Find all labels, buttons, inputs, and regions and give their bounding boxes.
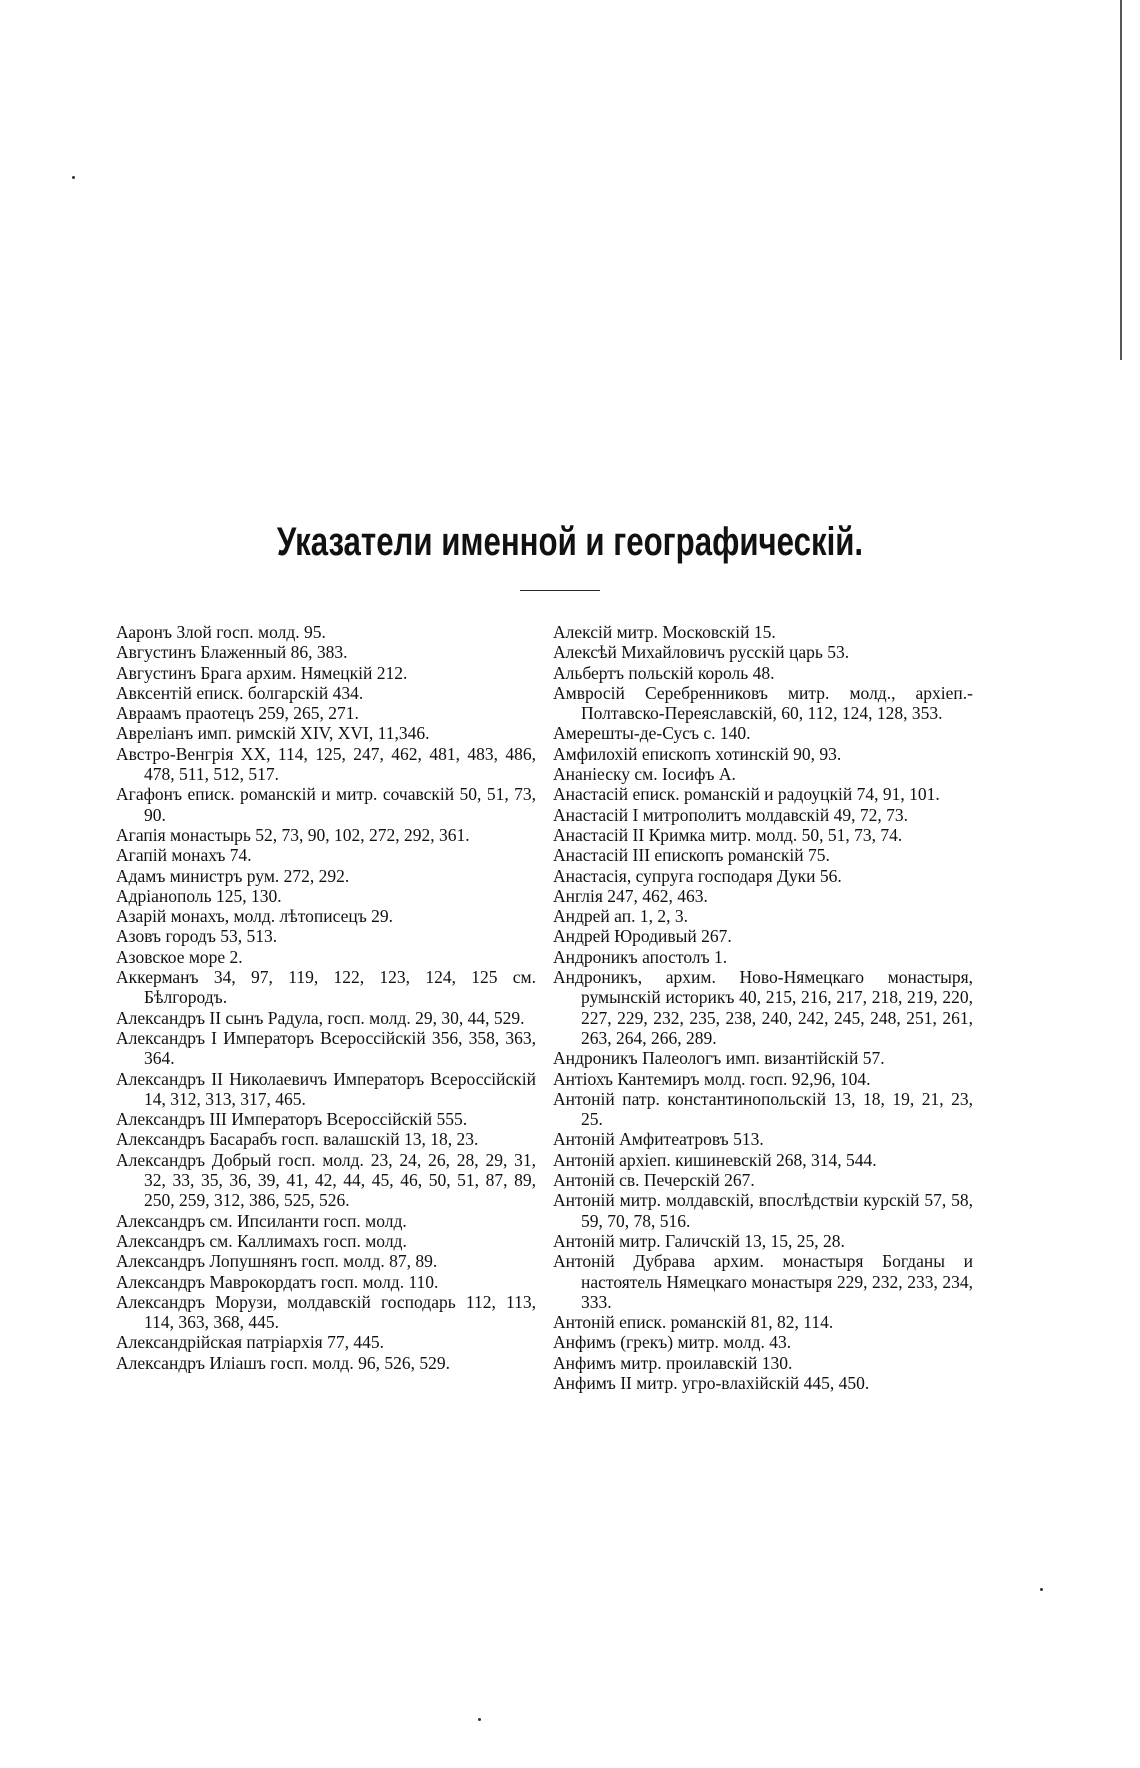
title-divider	[520, 590, 600, 591]
index-entry: Авраамъ праотецъ 259, 265, 271.	[116, 703, 359, 724]
index-entry: Ананіеску см. Іосифъ А.	[553, 764, 736, 785]
index-entry: Антіохъ Кантемиръ молд. госп. 92,96, 104.	[553, 1068, 871, 1089]
index-entry: Австро-Венгрія XX, 114, 125, 247, 462, 481, 483, 486, 478, 511, 512, 517.	[116, 743, 536, 785]
index-entry: Антоній архіеп. кишиневскій 268, 314, 544.	[553, 1149, 877, 1170]
index-entry: Андрей ап. 1, 2, 3.	[553, 906, 688, 927]
index-entry: Александръ Добрый госп. молд. 23, 24, 26, 28, 29, 31, 32, 33, 35, 36, 39, 41, 42, 44, 45, 46, 50, 51, 87, 89, 250, 259, 312, 386, 525, 526.	[116, 1149, 536, 1211]
index-entry: Аврелiанъ имп. римскій XIV, XVI, 11,346.	[116, 723, 430, 744]
index-entry: Антоній патр. константинопольскій 13, 18, 19, 21, 23, 25.	[553, 1088, 973, 1130]
index-entry: Агапія монастырь 52, 73, 90, 102, 272, 292, 361.	[116, 824, 470, 845]
index-entry: Александръ Маврокордатъ госп. молд. 110.	[116, 1271, 439, 1292]
index-entry: Аккерманъ 34, 97, 119, 122, 123, 124, 125 см. Бѣлгородъ.	[116, 967, 536, 1008]
index-entry: Анастасій еписк. романскій и радоуцкій 74, 91, 101.	[553, 784, 940, 805]
index-entry: Анфимъ (грекъ) митр. молд. 43.	[553, 1332, 792, 1353]
index-entry: Андроникъ Палеологъ имп. византійскій 57.	[553, 1048, 885, 1069]
index-entry: Антоній еписк. романскій 81, 82, 114.	[553, 1312, 834, 1333]
index-entry: Андрей Юродивый 267.	[553, 926, 732, 947]
print-speck	[1040, 1588, 1043, 1591]
index-entry: Азовское море 2.	[116, 946, 243, 967]
index-entry: Андроникъ апостолъ 1.	[553, 946, 728, 967]
index-entry: Анастасій I митрополитъ молдавскій 49, 72, 73.	[553, 804, 908, 825]
index-entry: Александръ Морузи, молдавскій господарь 112, 113, 114, 363, 368, 445.	[116, 1291, 536, 1333]
index-entry: Альбертъ польскій король 48.	[553, 662, 775, 683]
print-speck	[478, 1718, 481, 1721]
index-entry: Августинъ Блаженный 86, 383.	[116, 642, 348, 663]
index-entry: Александръ см. Каллимахъ госп. молд.	[116, 1230, 407, 1251]
index-entry: Александръ Иліашъ госп. молд. 96, 526, 529.	[116, 1352, 450, 1373]
index-entry: Александръ III Императоръ Всероссійскій 555.	[116, 1109, 468, 1130]
print-speck	[72, 176, 75, 179]
index-entry: Алексій митр. Московскій 15.	[553, 622, 776, 642]
index-column-left	[116, 622, 536, 1373]
index-entry: Ааронъ Злой госп. молд. 95.	[116, 622, 326, 642]
index-entry: Анастасія, супруга господаря Дуки 56.	[553, 865, 842, 886]
index-column-right	[553, 622, 973, 1393]
index-entry: Александрійская патріархія 77, 445.	[116, 1332, 384, 1353]
index-entry: Антоній св. Печерскій 267.	[553, 1170, 755, 1191]
index-entry: Антоній Дубрава архим. монастыря Богданы и настоятель Нямецкаго монастыря 229, 232, 233, 234, 333.	[553, 1251, 973, 1312]
index-entry: Антоній митр. молдавскій, впослѣдствіи курскій 57, 58, 59, 70, 78, 516.	[553, 1190, 973, 1231]
index-entry: Авксентій еписк. болгарскій 434.	[116, 682, 364, 703]
index-entry: Англія 247, 462, 463.	[553, 885, 708, 906]
index-entry: Александръ Басарабъ госп. валашскій 13, 18, 23.	[116, 1129, 479, 1150]
index-entry: Александръ см. Ипсиланти госп. молд.	[116, 1210, 407, 1231]
index-entry: Александръ Лопушнянъ госп. молд. 87, 89.	[116, 1251, 438, 1272]
index-entry: Анастасій III епископъ романскій 75.	[553, 845, 830, 866]
index-entry: Алексѣй Михайловичъ русскій царь 53.	[553, 642, 850, 663]
index-entry: Александръ II Николаевичъ Императоръ Всероссійскій 14, 312, 313, 317, 465.	[116, 1068, 536, 1109]
page-edge-line	[1120, 0, 1122, 360]
index-entry: Александръ I Императоръ Всероссійскій 356, 358, 363, 364.	[116, 1027, 536, 1069]
index-entry: Амфилохій епископъ хотинскій 90, 93.	[553, 743, 842, 764]
index-entry: Адріанополь 125, 130.	[116, 885, 282, 906]
index-entry: Азарій монахъ, молд. лѣтописецъ 29.	[116, 906, 394, 927]
index-entry: Адамъ министръ рум. 272, 292.	[116, 865, 350, 886]
index-entry: Антоній митр. Галичскій 13, 15, 25, 28.	[553, 1230, 845, 1251]
index-entry: Антоній Амфитеатровъ 513.	[553, 1129, 764, 1150]
index-entry: Александръ II сынъ Радула, госп. молд. 29, 30, 44, 529.	[116, 1007, 525, 1028]
index-entry: Андроникъ, архим. Ново-Нямецкаго монастыря, румынскій историкъ 40, 215, 216, 217, 218, 219, 220, 227, 229, 232, 235, 238, 240, 242, 245, 248, 251, 261, 263, 264, 266, 289.	[553, 967, 973, 1048]
index-entry: Анастасій II Кримка митр. молд. 50, 51, 73, 74.	[553, 824, 903, 845]
index-entry: Анфимъ II митр. угро-влахійскій 445, 450.	[553, 1372, 870, 1393]
index-entry: Амвросій Серебренниковъ митр. молд., архіеп.-Полтавско-Переяславскій, 60, 112, 124, 128, 353.	[553, 682, 973, 724]
index-entry: Августинъ Брага архим. Нямецкій 212.	[116, 662, 408, 683]
index-entry: Агафонъ еписк. романскій и митр. сочавскій 50, 51, 73, 90.	[116, 784, 536, 825]
index-entry: Азовъ городъ 53, 513.	[116, 926, 278, 947]
page-title: Указатели именной и географическій.	[276, 520, 864, 564]
index-entry: Амерешты-де-Сусъ с. 140.	[553, 723, 751, 744]
index-entry: Агапій монахъ 74.	[116, 845, 252, 866]
index-entry: Анфимъ митр. проилавскій 130.	[553, 1352, 793, 1373]
